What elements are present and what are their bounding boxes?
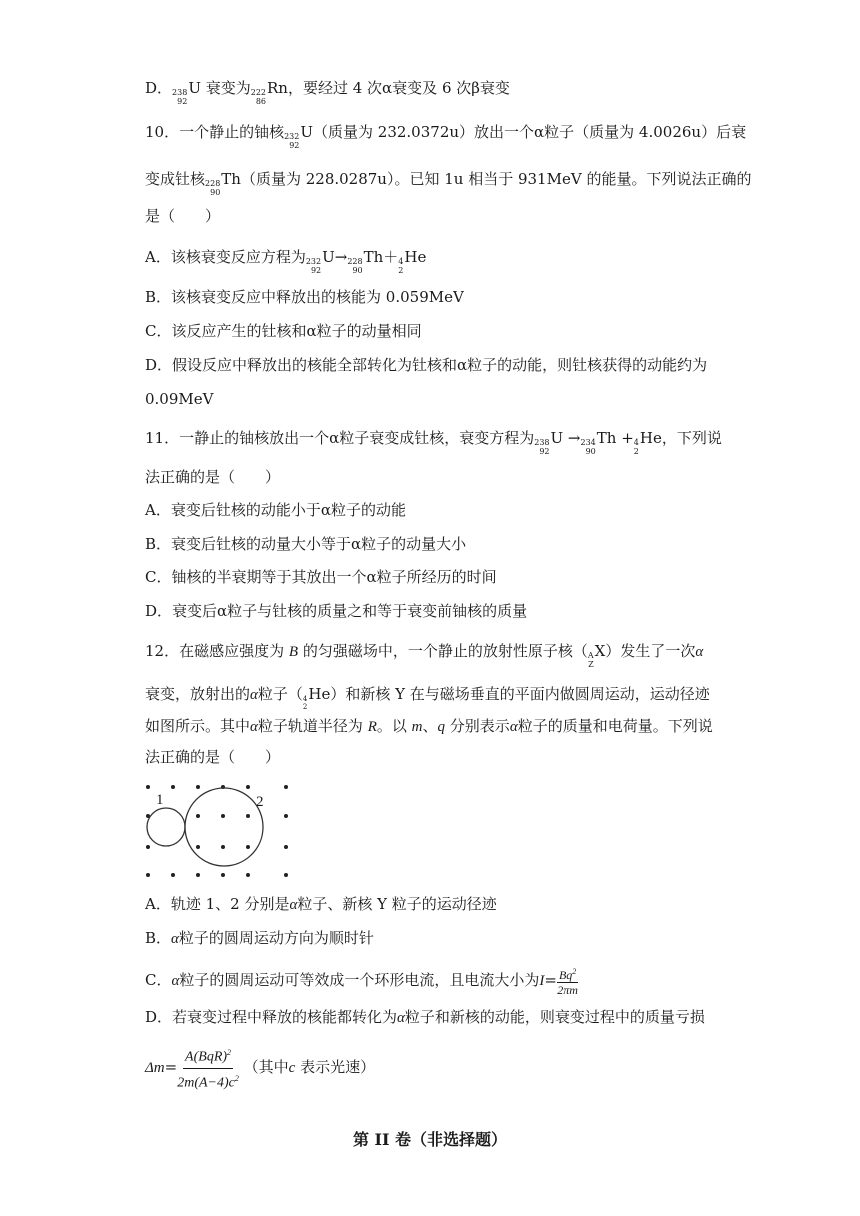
isotope-th228: 228 90 — [347, 257, 363, 275]
q11-option-b: B．衰变后钍核的动量大小等于α粒子的动量大小 — [145, 535, 467, 553]
q12-option-b: B．α粒子的圆周运动方向为顺时针 — [145, 929, 374, 947]
trajectory-2 — [185, 788, 263, 866]
q9-option-d: D． 238 92 U 衰变为 222 86 Rn，要经过 4 次α衰变及 6 次β衰变 — [145, 79, 510, 106]
isotope-he4: 4 2 — [398, 257, 404, 275]
isotope-he4: 4 2 — [633, 438, 639, 456]
isotope-u232: 232 92 — [284, 132, 300, 150]
q12-stem-line4: 法正确的是（ ） — [145, 748, 281, 766]
q10-option-d-line2: 0.09MeV — [145, 390, 214, 408]
q11-option-a: A．衰变后钍核的动能小于α粒子的动能 — [145, 501, 406, 519]
isotope-rn222: 222 86 — [250, 88, 267, 106]
q10-option-c: C．该反应产生的钍核和α粒子的动量相同 — [145, 322, 422, 340]
q10-option-b: B．该核衰变反应中释放出的核能为 0.059MeV — [145, 288, 464, 306]
isotope-u238: 238 92 — [172, 88, 188, 106]
trajectory-label-2: 2 — [256, 794, 264, 810]
trajectory-1 — [147, 808, 185, 846]
q10-stem-line2: 变成钍核 228 90 Th（质量为 228.0287u）。已知 1u 相当于 931MeV 的能量。下列说法正确的 — [145, 170, 752, 197]
trajectory-label-1: 1 — [156, 792, 164, 808]
q11-option-d: D．衰变后α粒子与钍核的质量之和等于衰变前铀核的质量 — [145, 602, 528, 620]
q12-option-c: C．α粒子的圆周运动可等效成一个环形电流，且电流大小为I= $\frac{Bq^2}{2\pi m}$ — [145, 967, 578, 997]
isotope-u232: 232 92 — [305, 257, 322, 275]
q10-option-d-line1: D．假设反应中释放出的核能全部转化为钍核和α粒子的动能，则钍核获得的动能约为 — [145, 356, 708, 374]
current-fraction: $\frac{Bq^2}{2\pi m}$ — [557, 967, 578, 997]
isotope-he4: 4 2 — [302, 695, 308, 711]
q12-option-d-line2: Δm= $\frac{A(BqR)^2}{2m(A-4)c^2}$ （其中c 表示光速） — [145, 1043, 375, 1093]
isotope-th234: 234 90 — [580, 438, 596, 456]
q12-option-d-line1: D．若衰变过程中释放的核能都转化为α粒子和新核的动能，则衰变过程中的质量亏损 — [145, 1008, 705, 1026]
q11-option-c: C．铀核的半衰期等于其放出一个α粒子所经历的时间 — [145, 568, 497, 586]
q12-stem-line1: 12．在磁感应强度为 B 的匀强磁场中，一个静止的放射性原子核（ A Z X）发生了一次α — [145, 642, 704, 669]
q10-stem-line3: 是（ ） — [145, 207, 221, 225]
isotope-u238: 238 92 — [534, 438, 550, 456]
section-title: 第 II 卷（非选择题） — [352, 1130, 508, 1149]
q11-stem-line1: 11．一静止的铀核放出一个α粒子衰变成钍核，衰变方程为 238 92 U → 234 90 Th + 4 2 He，下列说 — [145, 429, 722, 456]
q12-stem-line2: 衰变，放射出的α粒子（ 4 2 He）和新核 Y 在与磁场垂直的平面内做圆周运动，运动径迹 — [145, 685, 710, 711]
q12-option-a: A．轨迹 1、2 分别是α粒子、新核 Y 粒子的运动径迹 — [145, 895, 497, 913]
q10-option-a: A．该核衰变反应方程为 232 92 U→ 228 90 Th＋ 4 2 He — [145, 248, 427, 275]
q11-stem-line2: 法正确的是（ ） — [145, 468, 281, 486]
q10-stem-line1: 10．一个静止的铀核 232 92 U（质量为 232.0372u）放出一个α粒子（质量为 4.0026u）后衰 — [145, 123, 747, 150]
q12-stem-line3: 如图所示。其中α粒子轨道半径为 R。以 m、q 分别表示α粒子的质量和电荷量。下列说 — [145, 717, 713, 735]
option-label: D． — [145, 79, 173, 97]
isotope-th228: 228 90 — [205, 179, 221, 197]
mass-defect-fraction: $\frac{A(BqR)^2}{2m(A-4)c^2}$ — [177, 1043, 239, 1093]
isotope-x: A Z — [587, 651, 594, 669]
magnetic-field-dots — [146, 785, 288, 877]
trajectory-figure — [140, 780, 300, 880]
